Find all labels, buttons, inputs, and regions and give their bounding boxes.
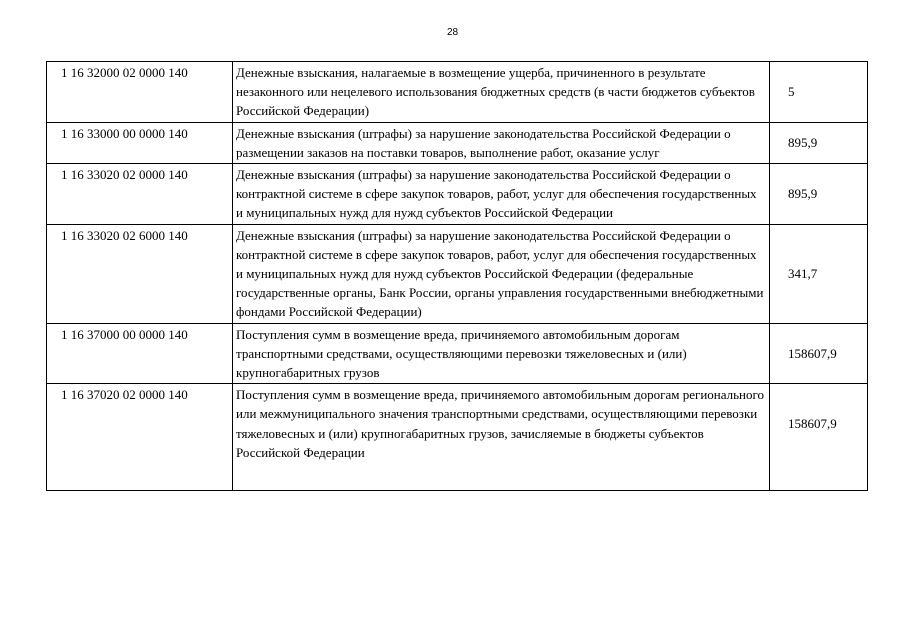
table-row bbox=[47, 164, 868, 225]
table-row bbox=[47, 384, 868, 491]
amount-cell: 5 bbox=[770, 62, 868, 123]
amount-cell: 341,7 bbox=[770, 224, 868, 323]
amount-cell: 158607,9 bbox=[770, 323, 868, 384]
table-row bbox=[47, 62, 868, 123]
amount-cell: 895,9 bbox=[770, 164, 868, 225]
description-cell: Денежные взыскания (штрафы) за нарушение законодательства Российской Федерации о контрактной системе в сфере закупок товаров, работ, услуг для обеспечения государственных и муниципальных нужд для нужд субъектов Российской Федерации (федеральные государственные органы, Банк России, органы управления государственными внебюджетными фондами Российской Федерации) bbox=[233, 224, 770, 323]
description-cell: Денежные взыскания (штрафы) за нарушение законодательства Российской Федерации о размещении заказов на поставки товаров, выполнение работ, оказание услуг bbox=[233, 122, 770, 163]
table-row bbox=[47, 122, 868, 163]
description-cell: Поступления сумм в возмещение вреда, причиняемого автомобильным дорогам транспортными средствами, осуществляющими перевозки тяжеловесных и (или) крупногабаритных грузов bbox=[233, 323, 770, 384]
amount-cell: 895,9 bbox=[770, 122, 868, 163]
budget-code-cell: 1 16 37020 02 0000 140 bbox=[47, 384, 233, 491]
budget-code-cell: 1 16 33020 02 0000 140 bbox=[47, 164, 233, 225]
page-number: 28 bbox=[446, 27, 459, 38]
description-cell: Денежные взыскания, налагаемые в возмещение ущерба, причиненного в результате незаконного или нецелевого использования бюджетных средств (в части бюджетов субъектов Российской Федерации) bbox=[233, 62, 770, 123]
budget-code-cell: 1 16 33000 00 0000 140 bbox=[47, 122, 233, 163]
budget-revenue-table bbox=[46, 61, 868, 491]
description-cell: Поступления сумм в возмещение вреда, причиняемого автомобильным дорогам регионального или межмуниципального значения транспортными средствами, осуществляющими перевозки тяжеловесных и (или) крупногабаритных грузов, зачисляемые в бюджеты субъектов Российской Федерации bbox=[233, 384, 770, 491]
table-row bbox=[47, 224, 868, 323]
description-cell: Денежные взыскания (штрафы) за нарушение законодательства Российской Федерации о контрактной системе в сфере закупок товаров, работ, услуг для обеспечения государственных и муниципальных нужд для нужд субъектов Российской Федерации bbox=[233, 164, 770, 225]
table-row bbox=[47, 323, 868, 384]
budget-code-cell: 1 16 32000 02 0000 140 bbox=[47, 62, 233, 123]
budget-code-cell: 1 16 37000 00 0000 140 bbox=[47, 323, 233, 384]
amount-cell: 158607,9 bbox=[770, 384, 868, 491]
budget-code-cell: 1 16 33020 02 6000 140 bbox=[47, 224, 233, 323]
